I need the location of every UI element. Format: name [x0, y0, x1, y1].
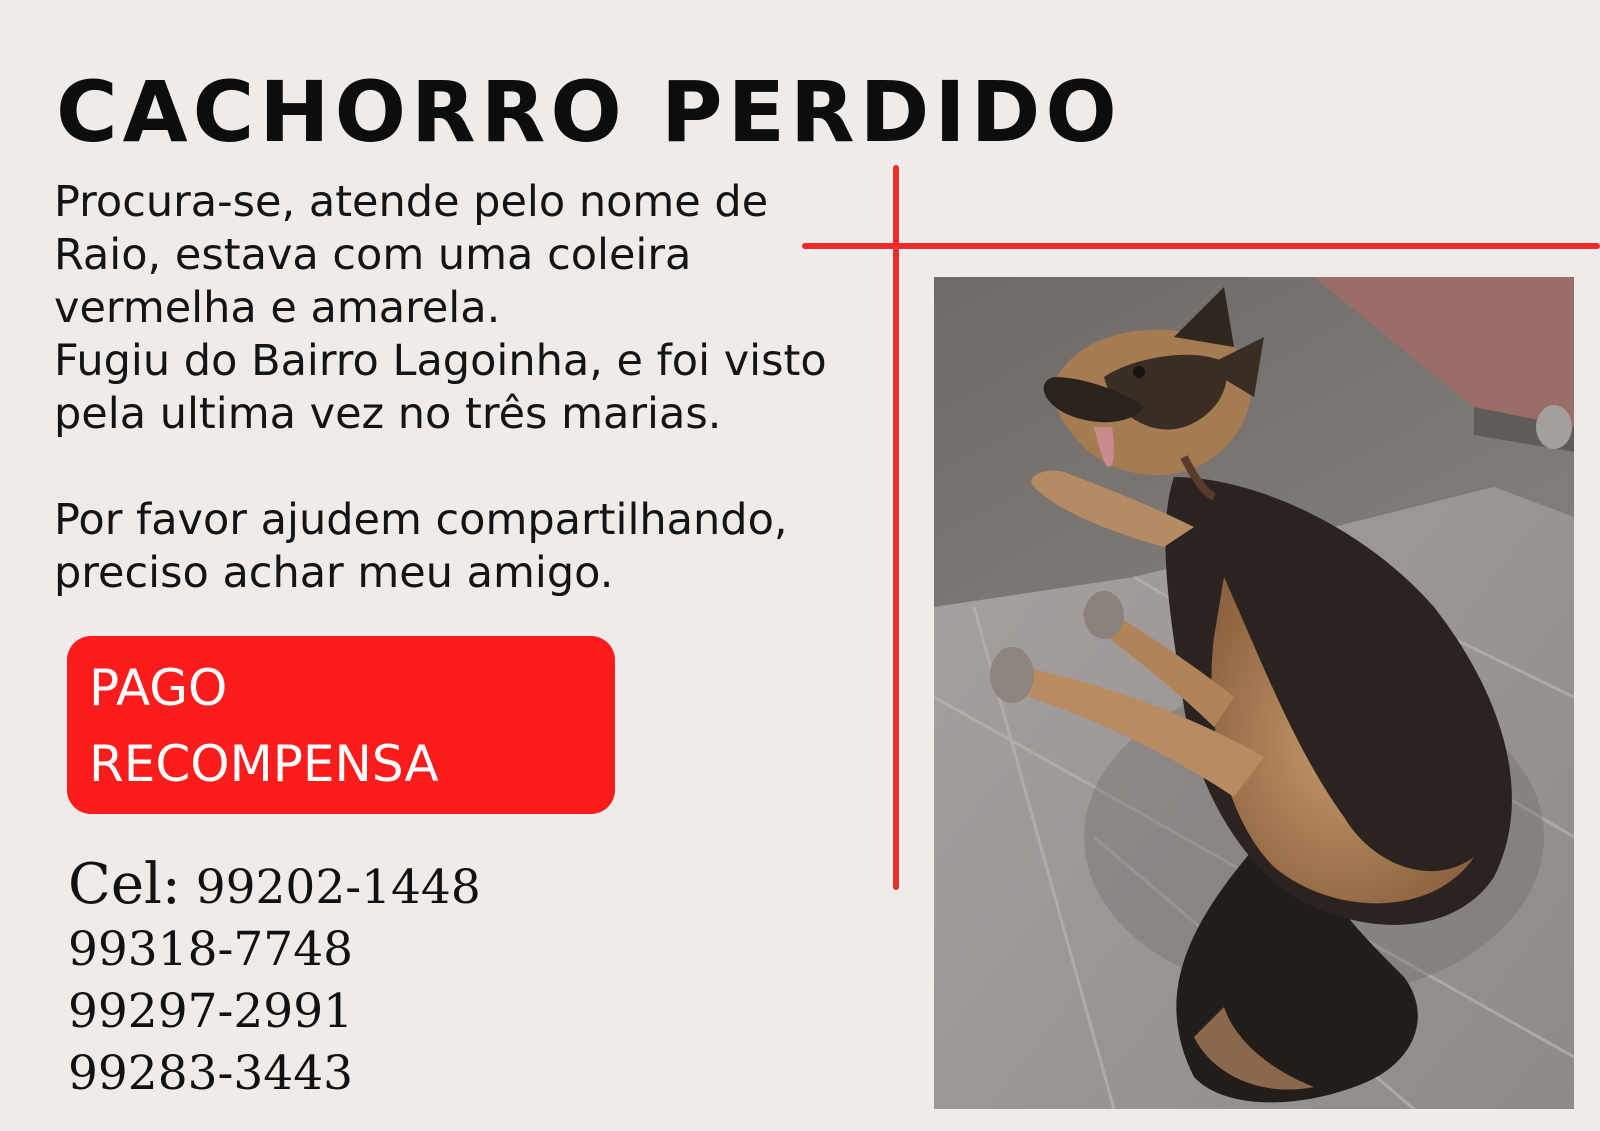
poster-title: CACHORRO PERDIDO	[56, 63, 1122, 161]
contact-list	[68, 854, 481, 1105]
phone-number: 99283-3443	[68, 1046, 354, 1101]
phone-number: 99318-7748	[68, 922, 354, 977]
horizontal-red-line	[802, 243, 1600, 249]
description	[54, 176, 894, 600]
cel-label: Cel:	[68, 852, 181, 917]
vertical-red-line	[893, 165, 899, 890]
description-paragraph-1: Procura-se, atende pelo nome de Raio, estava com uma coleira vermelha e amarela. Fugiu do Bairro Lagoinha, e foi visto pela ultima vez no três marias.	[54, 177, 827, 439]
reward-line-1: PAGO	[89, 659, 228, 717]
dog-photo	[934, 277, 1574, 1109]
contact-line-1	[68, 854, 481, 919]
reward-badge	[67, 636, 615, 814]
reward-line-2: RECOMPENSA	[89, 735, 439, 793]
dog-photo-icon	[934, 277, 1574, 1109]
paragraph-gap	[54, 441, 894, 494]
phone-number: 99297-2991	[68, 984, 354, 1039]
description-paragraph-2: Por favor ajudem compartilhando, preciso achar meu amigo.	[54, 495, 788, 598]
phone-number: 99202-1448	[195, 860, 481, 915]
